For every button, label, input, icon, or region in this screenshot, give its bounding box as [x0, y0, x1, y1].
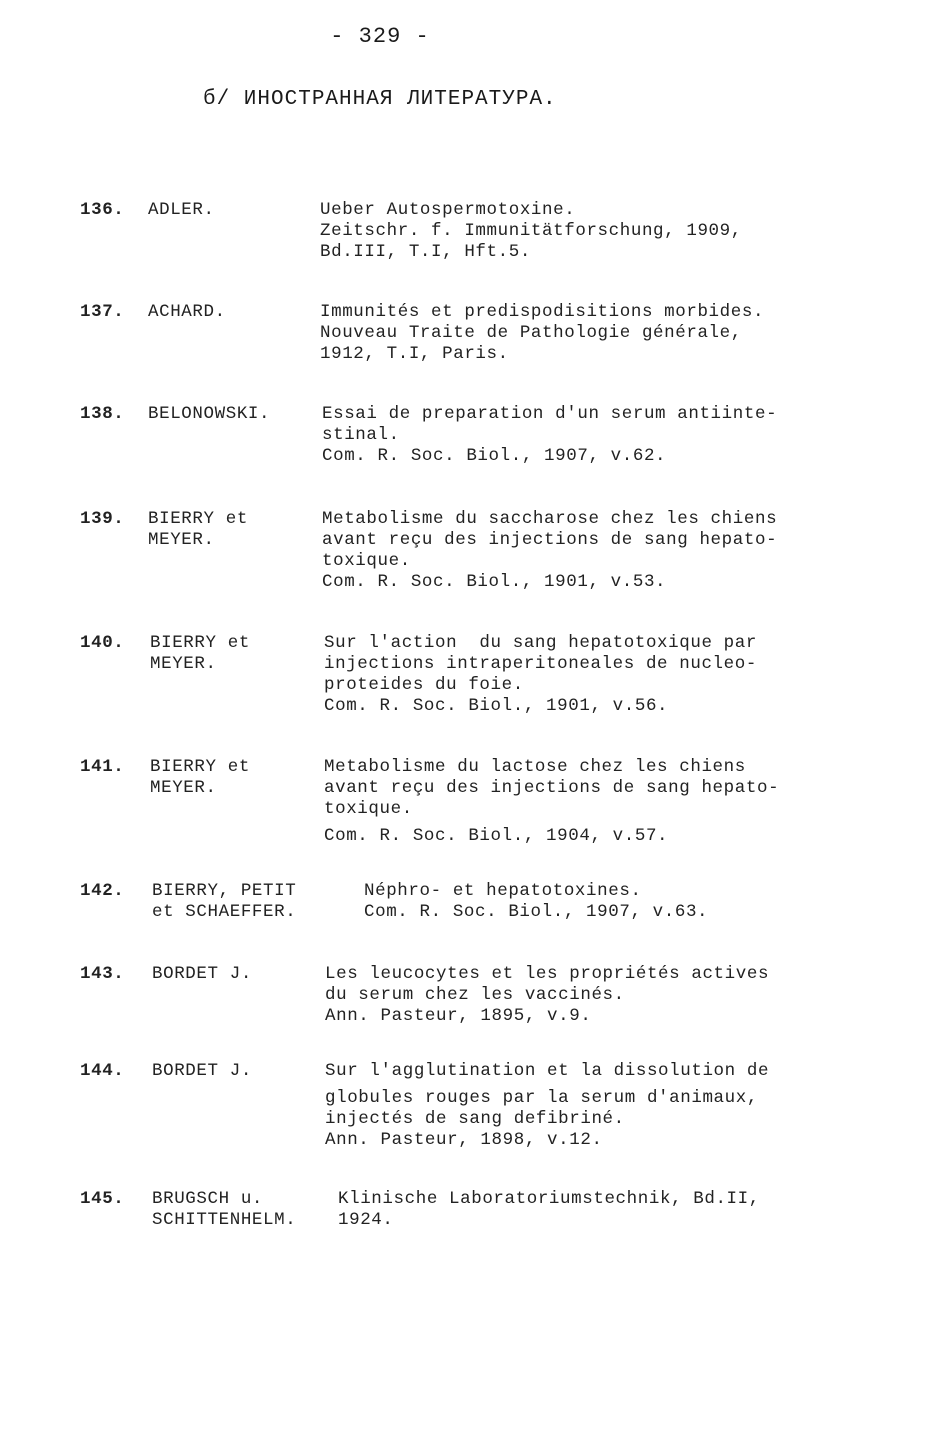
entry-author — [148, 200, 348, 221]
citation-line: Zeitschr. f. Immunitätforschung, 1909, — [320, 221, 742, 241]
citation-line: injections intraperitoneales de nucleo- — [324, 654, 757, 674]
author-line: ADLER. — [148, 200, 215, 220]
page-number: - 329 - — [330, 24, 430, 49]
author-line: BRUGSCH u. — [152, 1189, 264, 1209]
entry-author — [150, 633, 350, 675]
citation-line: Les leucocytes et les propriétés actives — [325, 964, 770, 984]
entry-citation — [338, 1189, 898, 1231]
citation-line: 1924. — [338, 1210, 394, 1230]
citation-line: Nouveau Traite de Pathologie générale, — [320, 323, 742, 343]
citation-line: Com. R. Soc. Biol., 1901, v.56. — [324, 696, 669, 716]
entry-citation — [320, 200, 880, 263]
author-line: BIERRY, PETIT — [152, 881, 297, 901]
entry-number: 143. — [80, 964, 125, 984]
citation-line: Néphro- et hepatotoxines. — [364, 881, 642, 901]
entry-author — [152, 1189, 352, 1231]
entry-citation — [320, 302, 880, 365]
author-line: MEYER. — [148, 530, 215, 550]
section-title: б/ ИНОСТРАННАЯ ЛИТЕРАТУРА. — [203, 88, 557, 111]
citation-line: Com. R. Soc. Biol., 1907, v.62. — [322, 446, 667, 466]
author-line: BIERRY et — [150, 757, 250, 777]
entry-citation — [325, 1061, 885, 1151]
citation-line: Immunités et predispodisitions morbides. — [320, 302, 765, 322]
entry-citation — [324, 633, 884, 717]
author-line: ACHARD. — [148, 302, 226, 322]
entry-author — [148, 302, 348, 323]
author-line: BORDET J. — [152, 1061, 252, 1081]
author-line: MEYER. — [150, 778, 217, 798]
citation-line: Sur l'agglutination et la dissolution de — [325, 1061, 770, 1081]
entry-citation — [322, 509, 882, 593]
entry-number: 138. — [80, 404, 125, 424]
author-line: BIERRY et — [148, 509, 248, 529]
citation-line: Bd.III, T.I, Hft.5. — [320, 242, 531, 262]
citation-line: injectés de sang defibriné. — [325, 1109, 625, 1129]
entry-number: 139. — [80, 509, 125, 529]
citation-line: Ann. Pasteur, 1895, v.9. — [325, 1006, 592, 1026]
citation-line: 1912, T.I, Paris. — [320, 344, 509, 364]
entry-number: 136. — [80, 200, 125, 220]
entry-citation — [364, 881, 924, 923]
entry-citation — [325, 964, 885, 1027]
citation-line: Com. R. Soc. Biol., 1907, v.63. — [364, 902, 709, 922]
citation-line: Metabolisme du saccharose chez les chiens — [322, 509, 778, 529]
author-line: MEYER. — [150, 654, 217, 674]
citation-line: toxique. — [322, 551, 411, 571]
citation-line: Sur l'action du sang hepatotoxique par — [324, 633, 757, 653]
citation-line: Ueber Autospermotoxine. — [320, 200, 576, 220]
citation-line: Com. R. Soc. Biol., 1901, v.53. — [322, 572, 667, 592]
citation-line: Essai de preparation d'un serum antiinte- — [322, 404, 778, 424]
entry-author — [148, 509, 348, 551]
entry-author — [152, 964, 352, 985]
entry-number: 141. — [80, 757, 125, 777]
citation-line: toxique. — [324, 799, 413, 819]
citation-line: avant reçu des injections de sang hepato- — [322, 530, 778, 550]
entry-number: 140. — [80, 633, 125, 653]
citation-line: Klinische Laboratoriumstechnik, Bd.II, — [338, 1189, 760, 1209]
entry-author — [148, 404, 348, 425]
citation-line: du serum chez les vaccinés. — [325, 985, 625, 1005]
citation-line: stinal. — [322, 425, 400, 445]
author-line: BIERRY et — [150, 633, 250, 653]
author-line: et SCHAEFFER. — [152, 902, 297, 922]
author-line: BORDET J. — [152, 964, 252, 984]
entry-author — [150, 757, 350, 799]
entry-number: 142. — [80, 881, 125, 901]
entry-number: 137. — [80, 302, 125, 322]
entry-author — [152, 1061, 352, 1082]
entry-number: 144. — [80, 1061, 125, 1081]
entry-number: 145. — [80, 1189, 125, 1209]
citation-line: proteides du foie. — [324, 675, 524, 695]
citation-line: avant reçu des injections de sang hepato- — [324, 778, 780, 798]
author-line: SCHITTENHELM. — [152, 1210, 297, 1230]
citation-line: Metabolisme du lactose chez les chiens — [324, 757, 746, 777]
entry-citation — [324, 757, 884, 847]
entry-citation — [322, 404, 882, 467]
citation-line: globules rouges par la serum d'animaux, — [325, 1088, 758, 1108]
citation-line: Ann. Pasteur, 1898, v.12. — [325, 1130, 603, 1150]
entry-author — [152, 881, 352, 923]
author-line: BELONOWSKI. — [148, 404, 271, 424]
citation-line: Com. R. Soc. Biol., 1904, v.57. — [324, 826, 669, 846]
